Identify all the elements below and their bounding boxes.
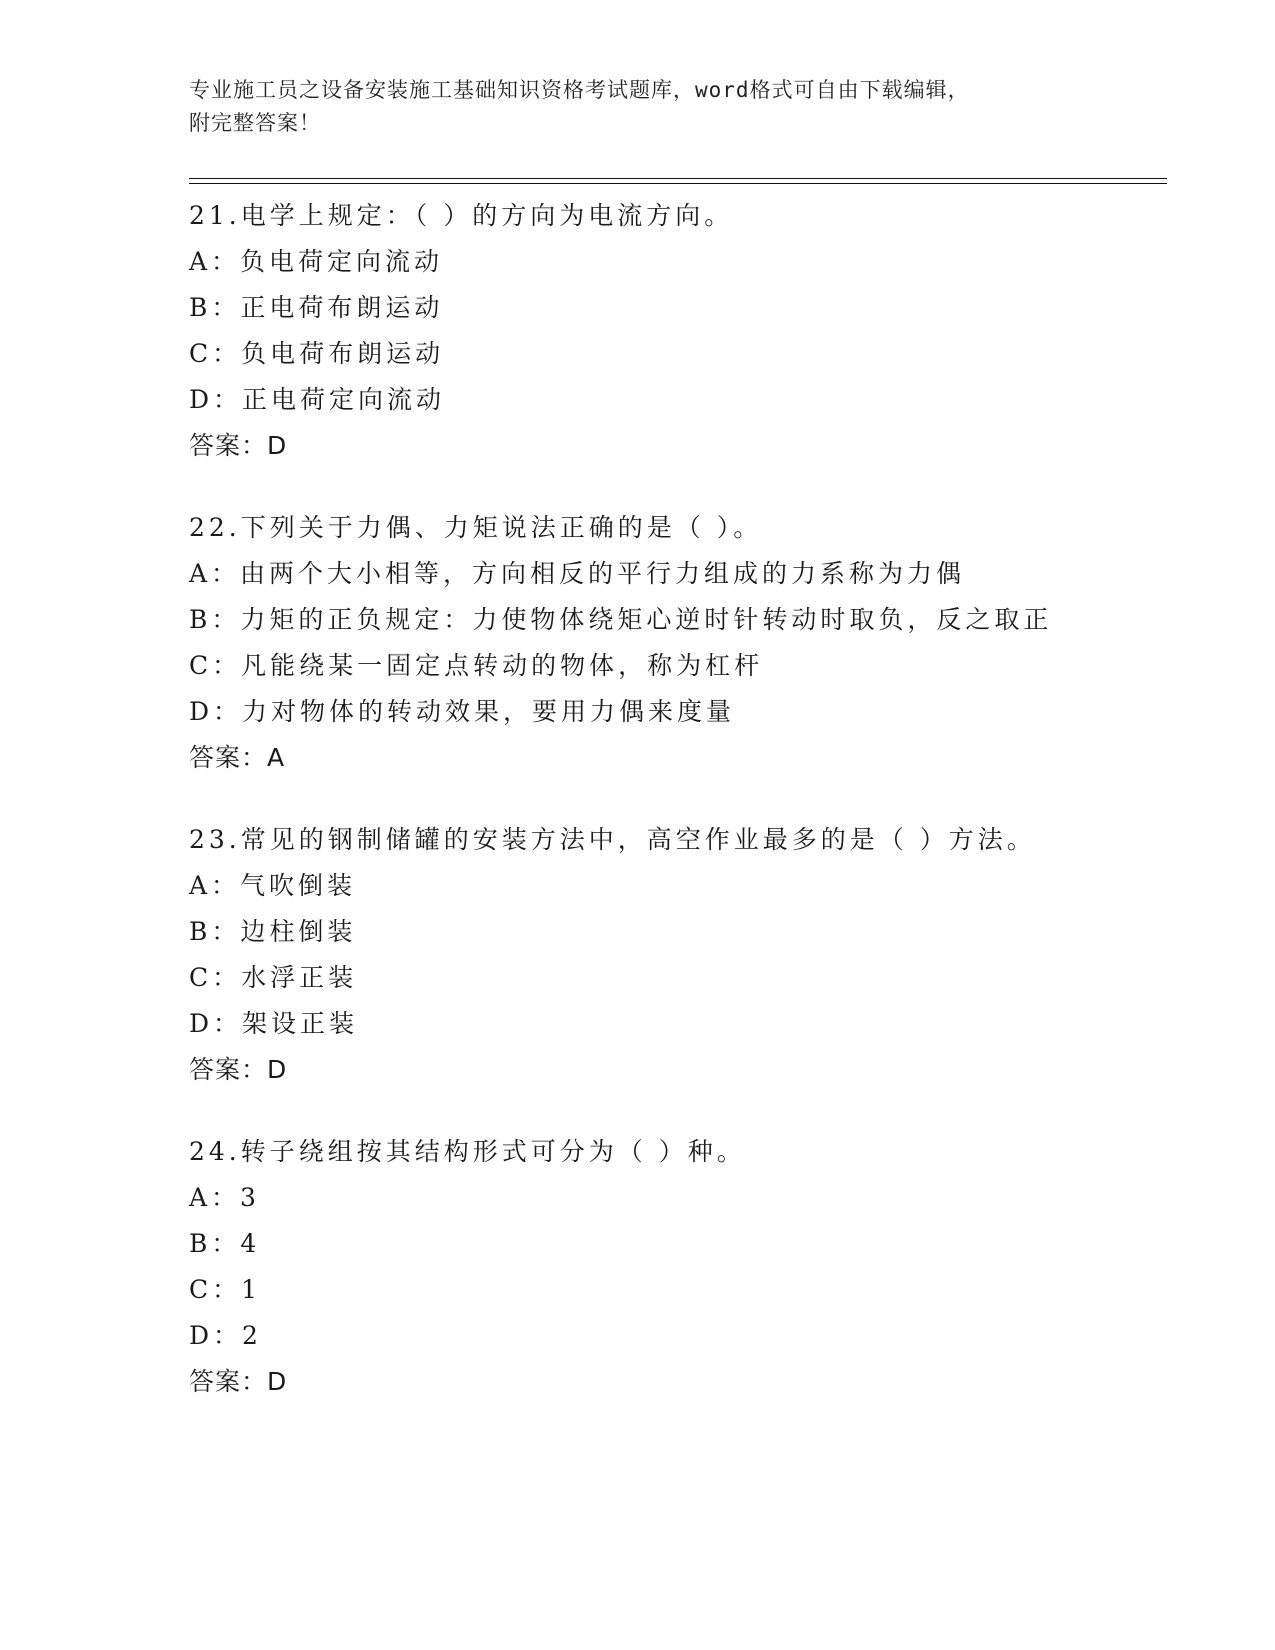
question-stem: 23.常见的钢制储罐的安装方法中，高空作业最多的是（ ）方法。 <box>189 825 1036 854</box>
option-c: C：凡能绕某一固定点转动的物体，称为杠杆 <box>189 651 764 680</box>
header-divider <box>189 178 1167 184</box>
option-d: D：力对物体的转动效果，要用力偶来度量 <box>189 697 736 726</box>
option-b: B：力矩的正负规定：力使物体绕矩心逆时针转动时取负，反之取正 <box>189 605 1053 634</box>
option-b: B：正电荷布朗运动 <box>189 293 444 322</box>
header-line-1: 专业施工员之设备安装施工基础知识资格考试题库，word格式可自由下载编辑， <box>189 78 970 102</box>
answer-line: 答案：D <box>189 1055 288 1084</box>
question-stem: 22.下列关于力偶、力矩说法正确的是（ ）。 <box>189 513 763 542</box>
answer-line: 答案：D <box>189 431 288 460</box>
option-d: D：2 <box>189 1321 262 1350</box>
answer-line: 答案：A <box>189 743 286 772</box>
question-23 <box>189 817 1149 1093</box>
option-a: A：负电荷定向流动 <box>189 247 444 276</box>
option-d: D：正电荷定向流动 <box>189 385 446 414</box>
header-line-2: 附完整答案！ <box>189 111 321 135</box>
option-d: D：架设正装 <box>189 1009 359 1038</box>
question-stem: 21.电学上规定：（ ）的方向为电流方向。 <box>189 201 734 230</box>
option-c: C：负电荷布朗运动 <box>189 339 445 368</box>
question-21 <box>189 193 1149 469</box>
option-a: A：气吹倒装 <box>189 871 357 900</box>
document-header <box>189 74 1089 140</box>
option-a: A：由两个大小相等，方向相反的平行力组成的力系称为力偶 <box>189 559 966 588</box>
option-c: C：水浮正装 <box>189 963 358 992</box>
option-b: B：4 <box>189 1229 261 1258</box>
option-b: B：边柱倒装 <box>189 917 357 946</box>
question-stem: 24.转子绕组按其结构形式可分为（ ）种。 <box>189 1137 746 1166</box>
question-24 <box>189 1129 1149 1405</box>
question-list <box>189 193 1149 1441</box>
question-22 <box>189 505 1149 781</box>
option-a: A：3 <box>189 1183 260 1212</box>
answer-line: 答案：D <box>189 1367 288 1396</box>
option-c: C：1 <box>189 1275 262 1304</box>
